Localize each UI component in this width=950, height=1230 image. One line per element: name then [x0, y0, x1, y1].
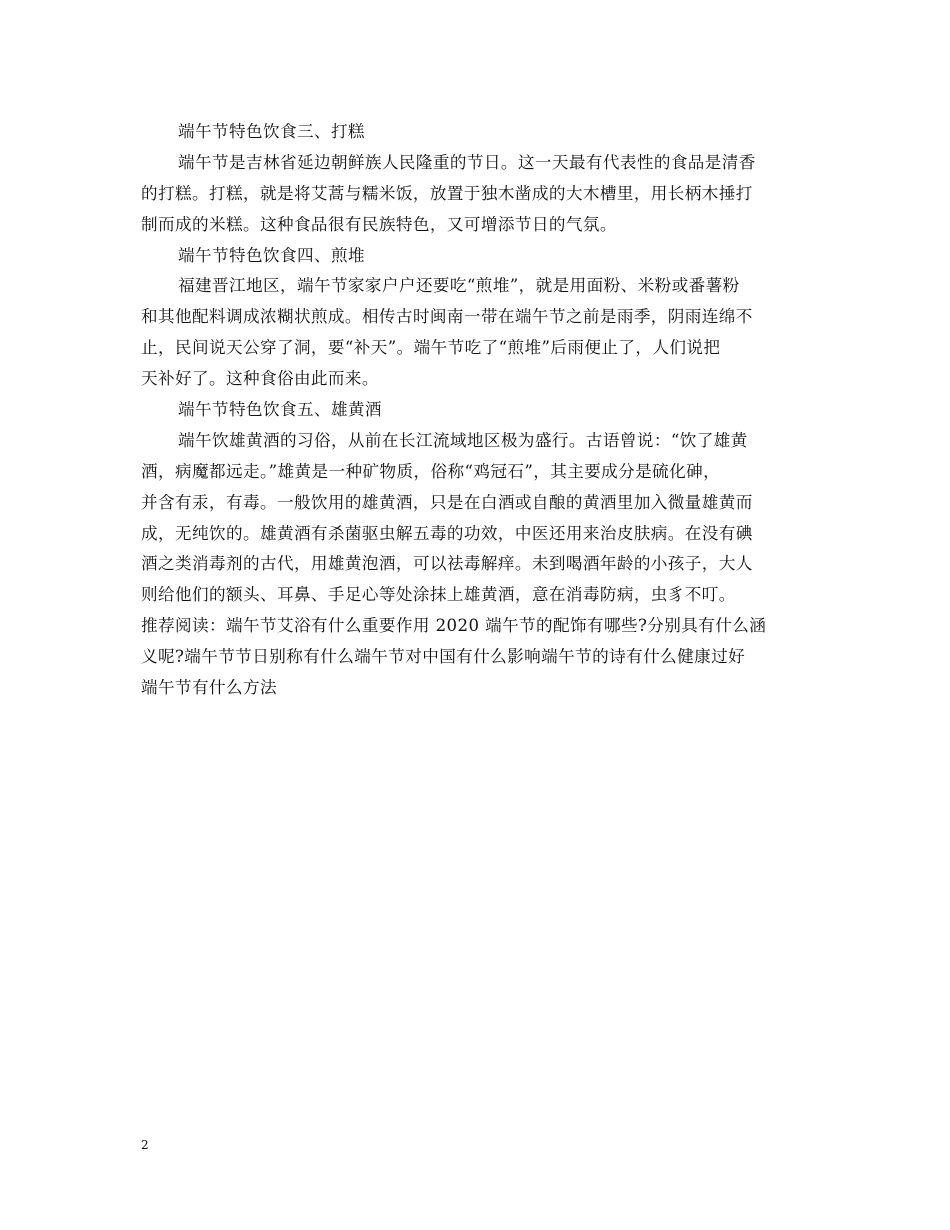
paragraph-line: 天补好了。这种食俗由此而来。: [141, 369, 379, 389]
recommended-reading-line: 推荐阅读：端午节艾浴有什么重要作用 2020 端午节的配饰有哪些?分别具有什么涵: [141, 616, 767, 636]
recommended-reading-line: 义呢?端午节节日别称有什么端午节对中国有什么影响端午节的诗有什么健康过好: [141, 647, 746, 667]
recommended-reading-line: 端午节有什么方法: [141, 678, 277, 698]
paragraph-line: 和其他配料调成浓糊状煎成。相传古时闽南一带在端午节之前是雨季，阴雨连绵不: [141, 307, 753, 327]
page-number: 2: [141, 1138, 149, 1152]
paragraph-line: 端午节是吉林省延边朝鲜族人民隆重的节日。这一天最有代表性的食品是清香: [178, 152, 756, 172]
paragraph-line: 止，民间说天公穿了洞，要“补天”。端午节吃了“煎堆”后雨便止了，人们说把: [141, 338, 721, 358]
paragraph-line: 的打糕。打糕，就是将艾蒿与糯米饭，放置于独木凿成的大木槽里，用长柄木捶打: [141, 183, 753, 203]
paragraph-line: 酒之类消毒剂的古代，用雄黄泡酒，可以祛毒解痒。未到喝酒年龄的小孩子，大人: [141, 554, 753, 574]
paragraph-line: 并含有汞，有毒。一般饮用的雄黄酒，只是在白酒或自酿的黄酒里加入微量雄黄而: [141, 492, 753, 512]
section-heading-dagao: 端午节特色饮食三、打糕: [178, 122, 365, 141]
paragraph-line: 制而成的米糕。这种食品很有民族特色，又可增添节日的气氛。: [141, 214, 617, 234]
section-heading-jiandui: 端午节特色饮食四、煎堆: [178, 245, 365, 265]
paragraph-line: 端午饮雄黄酒的习俗，从前在长江流域地区极为盛行。古语曾说：“饮了雄黄: [178, 430, 748, 450]
paragraph-line: 福建晋江地区，端午节家家户户还要吃“煎堆”，就是用面粉、米粉或番薯粉: [178, 276, 740, 296]
section-heading-xionghuangjiu: 端午节特色饮食五、雄黄酒: [178, 400, 382, 420]
paragraph-line: 成，无纯饮的。雄黄酒有杀菌驱虫解五毒的功效，中医还用来治皮肤病。在没有碘: [141, 523, 753, 543]
document-body: [141, 117, 811, 704]
paragraph-line: 则给他们的额头、耳鼻、手足心等处涂抹上雄黄酒，意在消毒防病，虫豸不叮。: [141, 585, 736, 605]
paragraph-line: 酒，病魔都远走。”雄黄是一种矿物质，俗称“鸡冠石”，其主要成分是硫化砷，: [141, 461, 721, 481]
